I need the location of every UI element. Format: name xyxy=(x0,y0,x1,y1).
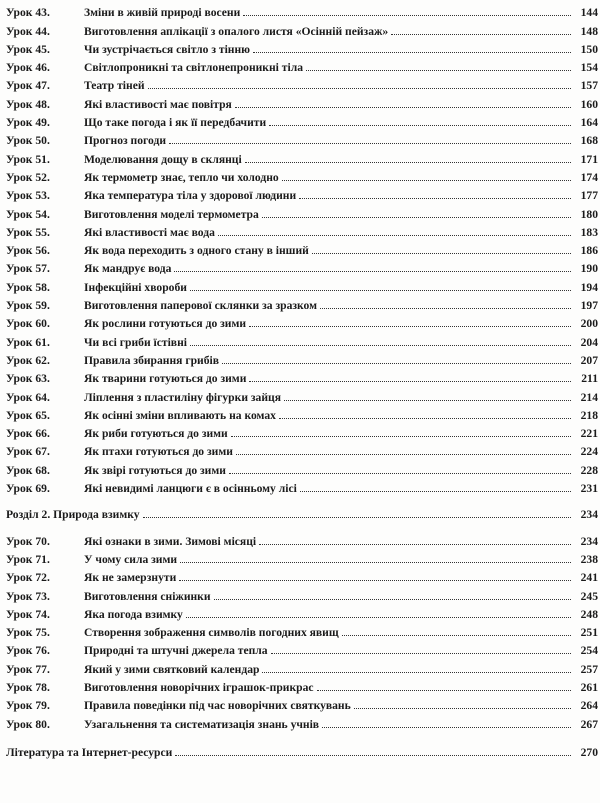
dot-leader xyxy=(262,671,571,673)
lesson-number: Урок 48. xyxy=(6,97,50,111)
page-number: 221 xyxy=(580,427,598,441)
lesson-number: Урок 50. xyxy=(6,134,50,148)
toc-entry[interactable] xyxy=(6,566,598,584)
toc-entry[interactable] xyxy=(6,477,598,495)
page-number: 154 xyxy=(580,61,598,75)
lesson-number: Урок 64. xyxy=(6,390,50,404)
toc-entry[interactable] xyxy=(6,639,598,657)
toc-entry[interactable] xyxy=(6,129,598,147)
page-number: 148 xyxy=(580,24,598,38)
lesson-number: Урок 73. xyxy=(6,589,50,603)
literature-title: Література та Інтернет-ресурси xyxy=(6,745,173,759)
lesson-title: Які ознаки в зими. Зимові місяці xyxy=(84,534,257,548)
lesson-title: Як рослини готуються до зими xyxy=(84,317,247,331)
lesson-number: Урок 67. xyxy=(6,445,50,459)
page-number: 214 xyxy=(580,390,598,404)
toc-entry[interactable] xyxy=(6,1,598,19)
toc-entry[interactable] xyxy=(6,330,598,348)
lesson-title: Виготовлення паперової склянки за зразком xyxy=(84,299,318,313)
table-of-contents xyxy=(6,1,598,759)
toc-group-winter xyxy=(6,529,598,730)
dot-leader xyxy=(190,289,571,291)
toc-entry[interactable] xyxy=(6,19,598,37)
lesson-title: Природні та штучні джерела тепла xyxy=(84,644,268,658)
dot-leader xyxy=(243,14,571,16)
lesson-title: Який у зими святковий календар xyxy=(84,662,260,676)
lesson-number: Урок 62. xyxy=(6,353,50,367)
section-page-number: 234 xyxy=(580,508,598,522)
lesson-title: Які невидимі ланцюги є в осінньому лісі xyxy=(84,482,297,496)
dot-leader xyxy=(282,179,571,181)
dot-leader xyxy=(218,234,571,236)
toc-entry[interactable] xyxy=(6,166,598,184)
dot-leader xyxy=(279,417,571,419)
lesson-number: Урок 65. xyxy=(6,408,50,422)
toc-entry[interactable] xyxy=(6,111,598,129)
lesson-title: Моделювання дощу в склянці xyxy=(84,152,242,166)
lesson-title: Виготовлення новорічних іграшок-прикрас xyxy=(84,680,314,694)
lesson-title: Як звірі готуються до зими xyxy=(84,463,226,477)
dot-leader xyxy=(175,754,571,756)
toc-entry[interactable] xyxy=(6,221,598,239)
lesson-title: Як термометр знає, тепло чи холодно xyxy=(84,170,279,184)
toc-entry[interactable] xyxy=(6,294,598,312)
dot-leader xyxy=(148,87,571,89)
page-number: 160 xyxy=(580,97,598,111)
lesson-number: Урок 76. xyxy=(6,644,50,658)
toc-entry[interactable] xyxy=(6,92,598,110)
dot-leader xyxy=(249,380,571,382)
toc-entry[interactable] xyxy=(6,529,598,547)
toc-entry[interactable] xyxy=(6,694,598,712)
lesson-number: Урок 58. xyxy=(6,280,50,294)
toc-entry[interactable] xyxy=(6,603,598,621)
toc-entry[interactable] xyxy=(6,676,598,694)
lesson-number: Урок 78. xyxy=(6,680,50,694)
page-number: 231 xyxy=(580,482,598,496)
lesson-number: Урок 44. xyxy=(6,24,50,38)
lesson-title: Правила збирання грибів xyxy=(84,353,219,367)
lesson-title: Виготовлення аплікації з опалого листя «Осінній пейзаж» xyxy=(84,24,389,38)
dot-leader xyxy=(249,325,571,327)
dot-leader xyxy=(214,598,571,600)
lesson-number: Урок 80. xyxy=(6,717,50,731)
lesson-title: Чи зустрічається світло з тінню xyxy=(84,42,251,56)
lesson-number: Урок 49. xyxy=(6,116,50,130)
dot-leader xyxy=(179,579,571,581)
dot-leader xyxy=(259,543,571,545)
toc-entry[interactable] xyxy=(6,458,598,476)
page-number: 261 xyxy=(580,680,598,694)
dot-leader xyxy=(143,516,571,518)
toc-literature[interactable] xyxy=(6,741,598,759)
toc-entry[interactable] xyxy=(6,147,598,165)
dot-leader xyxy=(180,561,571,563)
page-number: 207 xyxy=(580,353,598,367)
toc-entry[interactable] xyxy=(6,202,598,220)
lesson-number: Урок 71. xyxy=(6,552,50,566)
toc-entry[interactable] xyxy=(6,712,598,730)
page-number: 186 xyxy=(580,244,598,258)
lesson-number: Урок 77. xyxy=(6,662,50,676)
toc-entry[interactable] xyxy=(6,239,598,257)
lesson-title: Які властивості має повітря xyxy=(84,97,232,111)
toc-entry[interactable] xyxy=(6,312,598,330)
dot-leader xyxy=(317,689,571,691)
page-number: 267 xyxy=(580,717,598,731)
page-number: 168 xyxy=(580,134,598,148)
dot-leader xyxy=(222,362,571,364)
lesson-title: Як осінні зміни впливають на комах xyxy=(84,408,276,422)
page-number: 204 xyxy=(580,335,598,349)
lesson-title: Як птахи готуються до зими xyxy=(84,445,233,459)
lesson-number: Урок 68. xyxy=(6,463,50,477)
dot-leader xyxy=(322,726,571,728)
lesson-number: Урок 63. xyxy=(6,372,50,386)
lesson-number: Урок 43. xyxy=(6,6,50,20)
page-number: 251 xyxy=(580,626,598,640)
lesson-number: Урок 53. xyxy=(6,189,50,203)
lesson-title: Виготовлення сніжинки xyxy=(84,589,211,603)
lesson-number: Урок 70. xyxy=(6,534,50,548)
page-number: 248 xyxy=(580,607,598,621)
dot-leader xyxy=(236,453,571,455)
dot-leader xyxy=(190,344,571,346)
lesson-title: Як вода переходить з одного стану в інший xyxy=(84,244,309,258)
toc-entry[interactable] xyxy=(6,657,598,675)
dot-leader xyxy=(300,490,571,492)
dot-leader xyxy=(245,161,571,163)
lesson-title: Театр тіней xyxy=(84,79,145,93)
lesson-number: Урок 56. xyxy=(6,244,50,258)
page-number: 245 xyxy=(580,589,598,603)
page-number: 254 xyxy=(580,644,598,658)
dot-leader xyxy=(284,399,571,401)
lesson-number: Урок 59. xyxy=(6,299,50,313)
lesson-number: Урок 69. xyxy=(6,482,50,496)
lesson-title: Що таке погода і як її передбачити xyxy=(84,116,267,130)
page-number: 238 xyxy=(580,552,598,566)
page-number: 197 xyxy=(580,299,598,313)
lesson-title: Світлопроникні та світлонепроникні тіла xyxy=(84,61,304,75)
toc-entry[interactable] xyxy=(6,257,598,275)
dot-leader xyxy=(262,216,571,218)
page-number: 171 xyxy=(580,152,598,166)
toc-entry[interactable] xyxy=(6,440,598,458)
page-number: 164 xyxy=(580,116,598,130)
dot-leader xyxy=(235,106,571,108)
dot-leader xyxy=(342,634,571,636)
page-number: 218 xyxy=(580,408,598,422)
page-number: 190 xyxy=(580,262,598,276)
toc-entry[interactable] xyxy=(6,621,598,639)
dot-leader xyxy=(354,707,571,709)
lesson-number: Урок 51. xyxy=(6,152,50,166)
lesson-title: У чому сила зими xyxy=(84,552,178,566)
toc-entry[interactable] xyxy=(6,56,598,74)
page-number: 241 xyxy=(580,571,598,585)
lesson-number: Урок 54. xyxy=(6,207,50,221)
lesson-title: Яка погода взимку xyxy=(84,607,183,621)
lesson-title: Узагальнення та систематизація знань учнів xyxy=(84,717,320,731)
page-number: 234 xyxy=(580,534,598,548)
lesson-number: Урок 60. xyxy=(6,317,50,331)
lesson-number: Урок 47. xyxy=(6,79,50,93)
lesson-title: Як мандрує вода xyxy=(84,262,172,276)
dot-leader xyxy=(231,435,571,437)
page-number: 150 xyxy=(580,42,598,56)
lesson-title: Як тварини готуються до зими xyxy=(84,372,247,386)
lesson-number: Урок 74. xyxy=(6,607,50,621)
dot-leader xyxy=(299,197,571,199)
toc-entry[interactable] xyxy=(6,275,598,293)
toc-entry[interactable] xyxy=(6,548,598,566)
dot-leader xyxy=(312,252,571,254)
dot-leader xyxy=(229,472,571,474)
toc-entry[interactable] xyxy=(6,184,598,202)
toc-entry[interactable] xyxy=(6,367,598,385)
lesson-title: Яка температура тіла у здорової людини xyxy=(84,189,297,203)
dot-leader xyxy=(253,51,571,53)
lesson-title: Створення зображення символів погодних явищ xyxy=(84,626,339,640)
page-number: 157 xyxy=(580,79,598,93)
page-number: 194 xyxy=(580,280,598,294)
page-number: 264 xyxy=(580,699,598,713)
lesson-title: Прогноз погоди xyxy=(84,134,167,148)
toc-entry[interactable] xyxy=(6,404,598,422)
lesson-title: Виготовлення моделі термометра xyxy=(84,207,259,221)
section-title: Розділ 2. Природа взимку xyxy=(6,508,140,522)
page-number: 200 xyxy=(580,317,598,331)
page-number: 144 xyxy=(580,6,598,20)
dot-leader xyxy=(174,270,571,272)
lesson-number: Урок 45. xyxy=(6,42,50,56)
page-number: 180 xyxy=(580,207,598,221)
toc-entry[interactable] xyxy=(6,74,598,92)
lesson-title: Інфекційні хвороби xyxy=(84,280,187,294)
toc-entry[interactable] xyxy=(6,385,598,403)
lesson-number: Урок 57. xyxy=(6,262,50,276)
lesson-number: Урок 61. xyxy=(6,335,50,349)
literature-page-number: 270 xyxy=(580,745,598,759)
page-number: 211 xyxy=(581,372,598,386)
dot-leader xyxy=(320,307,571,309)
lesson-title: Правила поведінки під час новорічних святкувань xyxy=(84,699,351,713)
lesson-number: Урок 79. xyxy=(6,699,50,713)
page-number: 177 xyxy=(580,189,598,203)
page-number: 183 xyxy=(580,225,598,239)
dot-leader xyxy=(269,124,571,126)
lesson-number: Урок 55. xyxy=(6,225,50,239)
toc-entry[interactable] xyxy=(6,349,598,367)
dot-leader xyxy=(391,33,571,35)
toc-group-autumn xyxy=(6,1,598,495)
toc-section-heading[interactable] xyxy=(6,503,598,521)
dot-leader xyxy=(306,69,571,71)
lesson-title: Як не замерзнути xyxy=(84,571,177,585)
lesson-title: Як риби готуються до зими xyxy=(84,427,228,441)
page-number: 257 xyxy=(580,662,598,676)
lesson-number: Урок 66. xyxy=(6,427,50,441)
lesson-number: Урок 72. xyxy=(6,571,50,585)
lesson-title: Чи всі гриби їстівні xyxy=(84,335,187,349)
lesson-title: Ліплення з пластиліну фігурки зайця xyxy=(84,390,281,404)
dot-leader xyxy=(186,616,571,618)
toc-entry[interactable] xyxy=(6,422,598,440)
toc-entry[interactable] xyxy=(6,584,598,602)
dot-leader xyxy=(271,652,571,654)
page-number: 224 xyxy=(580,445,598,459)
toc-entry[interactable] xyxy=(6,38,598,56)
lesson-title: Зміни в живій природі восени xyxy=(84,6,241,20)
lesson-number: Урок 52. xyxy=(6,170,50,184)
lesson-number: Урок 75. xyxy=(6,626,50,640)
dot-leader xyxy=(169,142,571,144)
lesson-number: Урок 46. xyxy=(6,61,50,75)
lesson-title: Які властивості має вода xyxy=(84,225,215,239)
page-number: 174 xyxy=(580,170,598,184)
page-number: 228 xyxy=(580,463,598,477)
